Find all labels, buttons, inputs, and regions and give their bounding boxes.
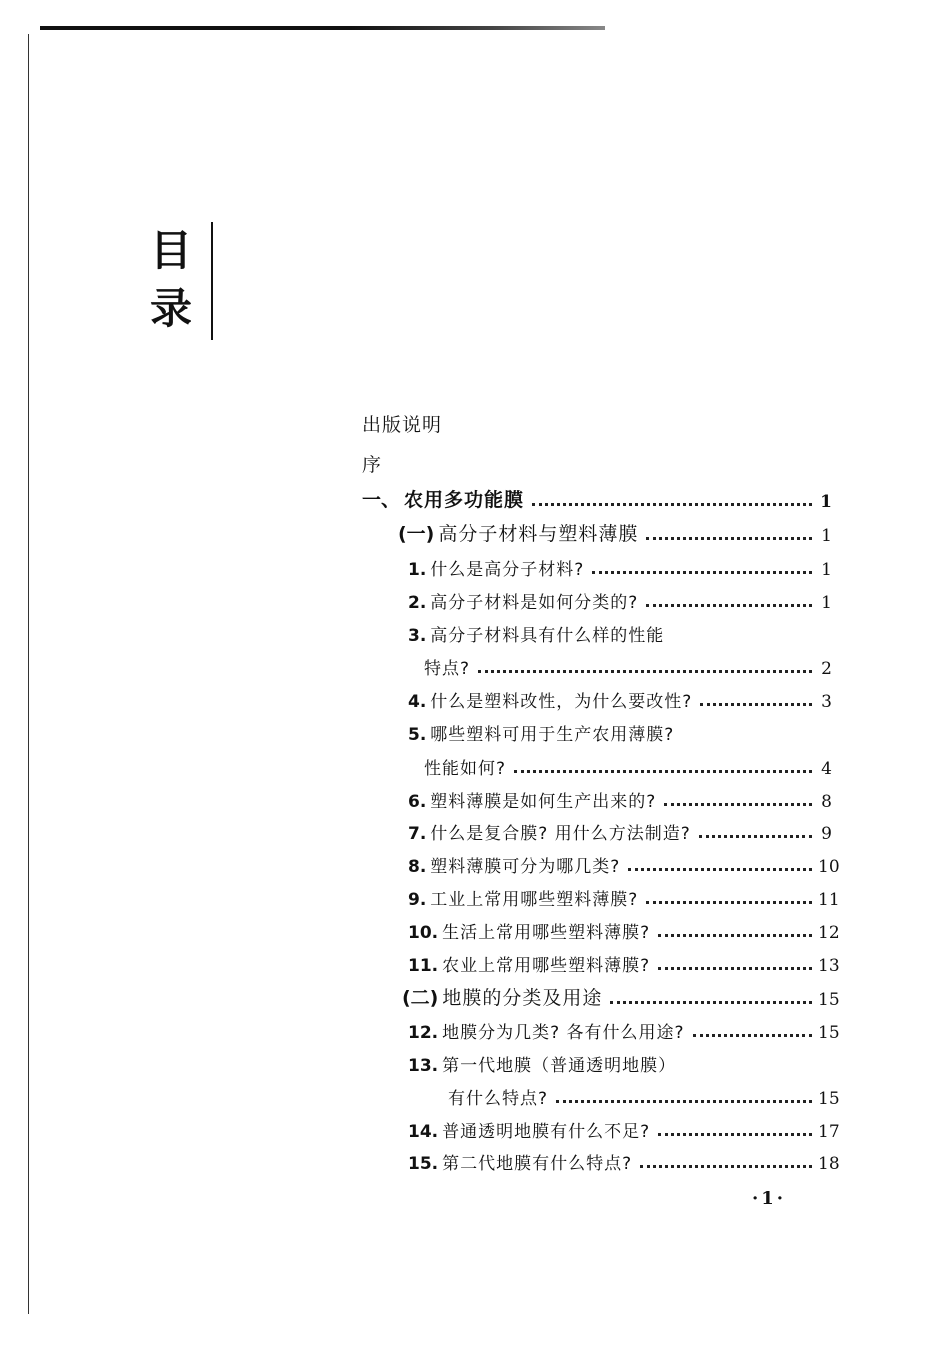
toc-entry-section-2[interactable] xyxy=(402,980,840,1010)
leader-dots xyxy=(556,1099,812,1103)
entry-number: 7. xyxy=(408,824,427,844)
toc-entry-13[interactable] xyxy=(408,1046,832,1076)
entry-page: 2 xyxy=(821,659,832,679)
toc-entry-8[interactable] xyxy=(408,847,840,877)
toc-entry-section-1[interactable] xyxy=(398,516,832,546)
entry-number: (一) xyxy=(398,523,435,545)
entry-title-cont: 特点? xyxy=(424,659,471,679)
entry-number: (二) xyxy=(402,987,439,1009)
entry-number: 1. xyxy=(408,560,427,580)
entry-title-cont: 有什么特点? xyxy=(448,1089,549,1109)
entry-page: 10 xyxy=(818,857,840,877)
entry-title: 高分子材料与塑料薄膜 xyxy=(438,523,639,545)
leader-dots xyxy=(592,570,812,574)
leader-dots xyxy=(700,702,812,706)
title-char-2: 录 xyxy=(149,284,192,333)
entry-page: 3 xyxy=(821,692,832,712)
toc-entry-3-cont[interactable] xyxy=(424,649,832,679)
entry-title: 农用多功能膜 xyxy=(404,489,525,511)
entry-title: 第一代地膜（普通透明地膜） xyxy=(442,1056,677,1076)
leader-dots xyxy=(693,1033,812,1037)
entry-number: 一、 xyxy=(362,489,401,511)
entry-number: 12. xyxy=(408,1023,439,1043)
toc-entry-12[interactable] xyxy=(408,1013,840,1043)
entry-page: 13 xyxy=(818,956,840,976)
entry-page: 4 xyxy=(821,759,832,779)
leader-dots xyxy=(532,502,812,506)
toc-entry-10[interactable] xyxy=(408,913,840,943)
entry-title: 高分子材料具有什么样的性能 xyxy=(430,626,665,646)
leader-dots xyxy=(699,834,812,838)
toc-front-preface[interactable]: 序 xyxy=(362,454,383,476)
leader-dots xyxy=(658,966,812,970)
toc-entry-15[interactable] xyxy=(408,1144,840,1174)
entry-page: 12 xyxy=(818,923,840,943)
entry-title: 塑料薄膜可分为哪几类? xyxy=(430,857,621,877)
leader-dots xyxy=(646,536,812,540)
leader-dots xyxy=(478,669,812,673)
toc-entry-5-cont[interactable] xyxy=(424,749,832,779)
entry-title: 什么是高分子材料? xyxy=(430,560,585,580)
toc-front-publishing-note[interactable]: 出版说明 xyxy=(362,414,443,436)
entry-number: 3. xyxy=(408,626,427,646)
left-margin-rule xyxy=(28,34,29,1314)
leader-dots xyxy=(628,867,812,871)
entry-number: 10. xyxy=(408,923,439,943)
entry-page: 1 xyxy=(821,526,832,546)
toc-entry-7[interactable] xyxy=(408,814,832,844)
toc-entry-4[interactable] xyxy=(408,682,832,712)
leader-dots xyxy=(658,933,812,937)
toc-entry-14[interactable] xyxy=(408,1112,840,1142)
title-char-1: 目 xyxy=(149,226,192,275)
entry-title: 农业上常用哪些塑料薄膜? xyxy=(442,956,651,976)
leader-dots xyxy=(658,1132,812,1136)
leader-dots xyxy=(610,1000,812,1004)
toc-entry-9[interactable] xyxy=(408,880,840,910)
entry-page: 11 xyxy=(818,890,840,910)
entry-page: 8 xyxy=(821,792,832,812)
entry-number: 15. xyxy=(408,1154,439,1174)
entry-number: 2. xyxy=(408,593,427,613)
leader-dots xyxy=(664,802,812,806)
entry-number: 9. xyxy=(408,890,427,910)
entry-page: 17 xyxy=(818,1122,840,1142)
toc-entry-3[interactable] xyxy=(408,616,832,646)
leader-dots xyxy=(514,769,812,773)
entry-number: 8. xyxy=(408,857,427,877)
entry-title: 工业上常用哪些塑料薄膜? xyxy=(430,890,639,910)
toc-entry-11[interactable] xyxy=(408,946,840,976)
entry-page: 9 xyxy=(821,824,832,844)
entry-page: 1 xyxy=(821,560,832,580)
leader-dots xyxy=(640,1164,812,1168)
page-number: ·1· xyxy=(752,1188,787,1209)
title-bar xyxy=(211,222,213,340)
leader-dots xyxy=(646,900,812,904)
entry-title: 塑料薄膜是如何生产出来的? xyxy=(430,792,657,812)
toc-entry-6[interactable] xyxy=(408,782,832,812)
toc-entry-1[interactable] xyxy=(408,550,832,580)
entry-number: 5. xyxy=(408,725,427,745)
entry-title-cont: 性能如何? xyxy=(424,759,507,779)
entry-number: 6. xyxy=(408,792,427,812)
entry-title: 生活上常用哪些塑料薄膜? xyxy=(442,923,651,943)
entry-title: 普通透明地膜有什么不足? xyxy=(442,1122,651,1142)
entry-number: 4. xyxy=(408,692,427,712)
entry-title: 第二代地膜有什么特点? xyxy=(442,1154,633,1174)
page-title xyxy=(146,222,196,338)
entry-number: 13. xyxy=(408,1056,439,1076)
entry-page: 15 xyxy=(818,990,840,1010)
toc-entry-5[interactable] xyxy=(408,715,832,745)
entry-title: 什么是复合膜? 用什么方法制造? xyxy=(430,824,691,844)
entry-page: 1 xyxy=(820,492,832,512)
toc-entry-13-cont[interactable] xyxy=(448,1079,840,1109)
entry-page: 18 xyxy=(818,1154,840,1174)
entry-title: 高分子材料是如何分类的? xyxy=(430,593,639,613)
toc-entry-chapter-1[interactable] xyxy=(362,482,832,512)
entry-title: 什么是塑料改性，为什么要改性? xyxy=(430,692,693,712)
toc-entry-2[interactable] xyxy=(408,583,832,613)
entry-title: 地膜的分类及用途 xyxy=(442,987,603,1009)
entry-number: 14. xyxy=(408,1122,439,1142)
entry-page: 15 xyxy=(818,1023,840,1043)
entry-title: 地膜分为几类? 各有什么用途? xyxy=(442,1023,685,1043)
entry-page: 1 xyxy=(821,593,832,613)
entry-number: 11. xyxy=(408,956,439,976)
top-rule xyxy=(40,26,605,30)
entry-page: 15 xyxy=(818,1089,840,1109)
entry-title: 哪些塑料可用于生产农用薄膜? xyxy=(430,725,675,745)
leader-dots xyxy=(646,603,812,607)
